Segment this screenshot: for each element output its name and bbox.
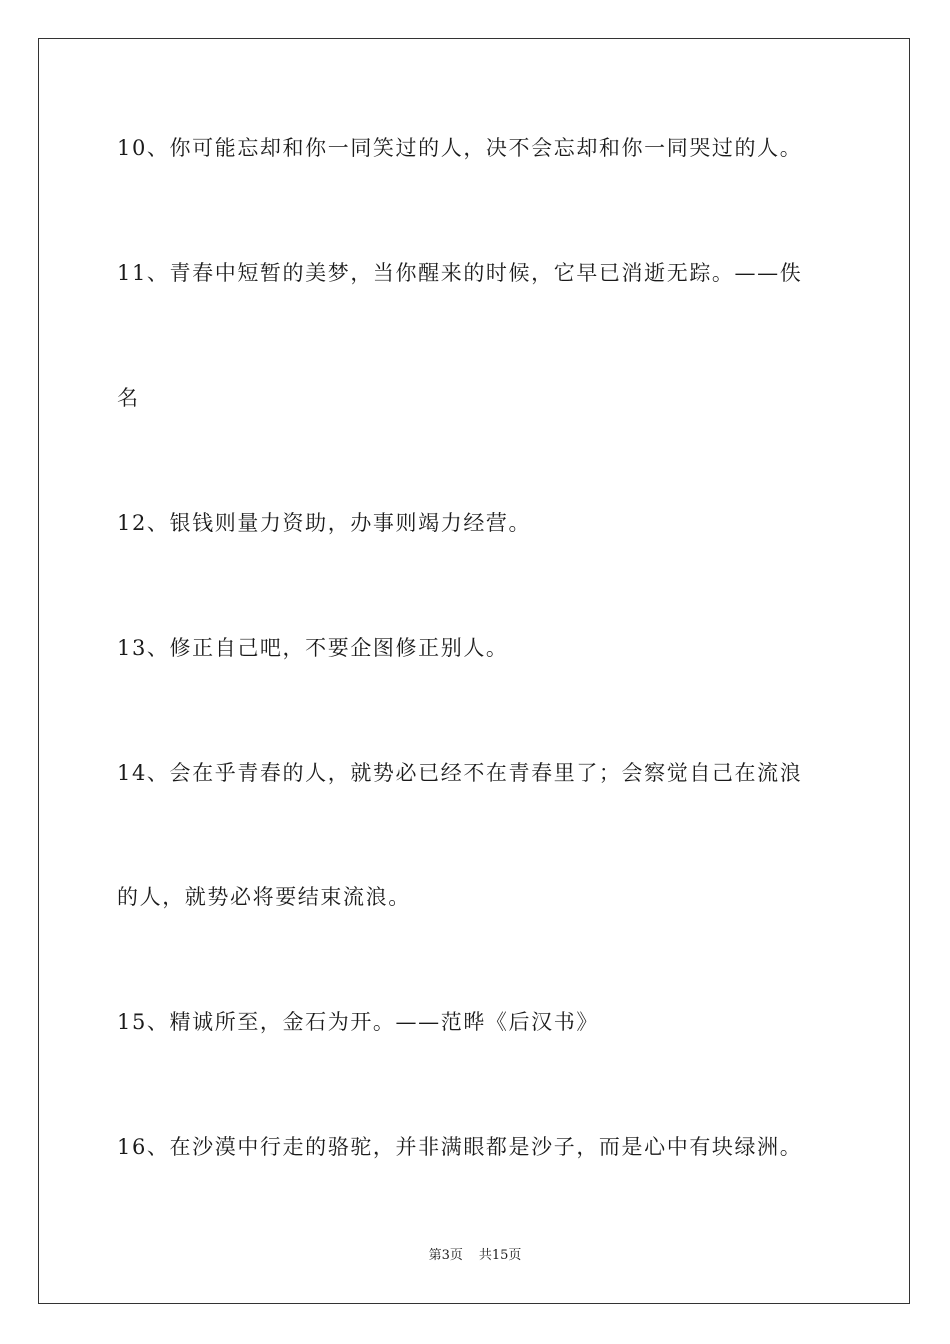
quote-line-12: 12、银钱则量力资助，办事则竭力经营。 [117, 511, 532, 535]
quote-line-13: 13、修正自己吧，不要企图修正别人。 [117, 636, 509, 660]
page-total: 共15页 [478, 1248, 522, 1263]
page-frame [38, 38, 910, 1304]
quote-line-14-continued: 的人，就势必将要结束流浪。 [117, 885, 411, 909]
quote-line-15: 15、精诚所至，金石为开。——范晔《后汉书》 [117, 1010, 599, 1034]
quote-line-14: 14、会在乎青春的人，就势必已经不在青春里了；会察觉自己在流浪 [117, 761, 803, 785]
quote-line-11-continued: 名 [117, 386, 140, 410]
page-number: 第3页 [428, 1248, 463, 1263]
page-footer [0, 1247, 950, 1265]
quote-line-16: 16、在沙漠中行走的骆驼，并非满眼都是沙子，而是心中有块绿洲。 [117, 1135, 803, 1159]
quote-line-10: 10、你可能忘却和你一同笑过的人，决不会忘却和你一同哭过的人。 [117, 136, 803, 160]
quote-line-11: 11、青春中短暂的美梦，当你醒来的时候，它早已消逝无踪。——佚 [117, 261, 803, 285]
